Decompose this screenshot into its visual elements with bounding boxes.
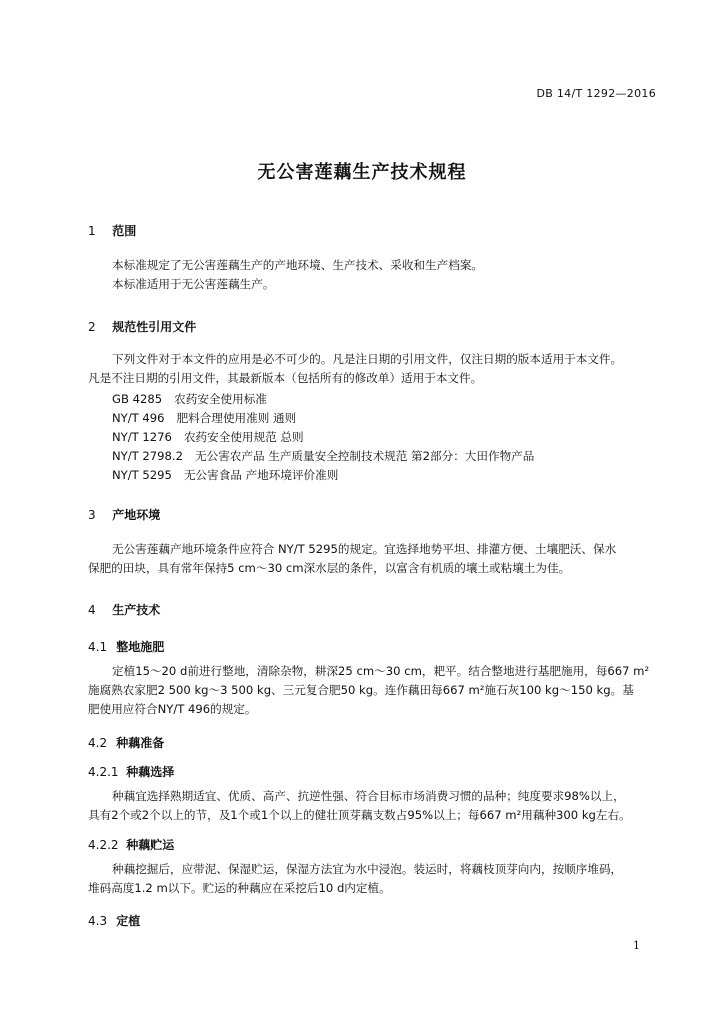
section-title: 产地环境 (112, 508, 161, 522)
reference-item: NY/T 496 肥料合理使用准则 通则 (112, 411, 297, 425)
subsection-heading-4-3 (88, 912, 140, 929)
section-title: 规范性引用文件 (112, 320, 197, 334)
subsection-heading-4-2 (88, 734, 164, 751)
standard-code: DB 14/T 1292—2016 (536, 87, 656, 100)
subsection-heading-4-2-2 (88, 836, 174, 853)
reference-item: NY/T 1276 农药安全使用规范 总则 (112, 430, 304, 444)
section-title: 种藕贮运 (126, 838, 175, 852)
reference-item: NY/T 5295 无公害食品 产地环境评价准则 (112, 468, 339, 482)
section-number: 3 (88, 508, 96, 522)
section-number: 4.2 (88, 736, 108, 750)
reference-item: NY/T 2798.2 无公害农产品 生产质量安全控制技术规范 第2部分：大田作物产品 (112, 449, 535, 463)
section-heading-4 (88, 601, 160, 618)
section-title: 范围 (112, 224, 137, 238)
subsection-heading-4-2-1 (88, 763, 174, 780)
section-heading-1 (88, 222, 136, 239)
subsection-heading-4-1 (88, 638, 164, 655)
paragraph: 无公害莲藕产地环境条件应符合 NY/T 5295的规定。宜选择地势平坦、排灌方便、土壤肥沃、保水 保肥的田块，具有常年保持5 cm～30 cm深水层的条件，以富含有机质的壤土或粘壤土为佳。 (88, 542, 617, 575)
section-heading-3 (88, 506, 160, 523)
paragraph: 定植15～20 d前进行整地，清除杂物，耕深25 cm～30 cm，耙平。结合整地进行基肥施用，每667 m² 施腐熟农家肥2 500 kg～3 500 kg、三元复合肥50 kg。连作藕田每667 m²施石灰100 kg～150 kg。基 肥使用应符合NY/T 496的规定。 (88, 664, 650, 716)
section-title: 种藕准备 (116, 736, 165, 750)
section-title: 种藕选择 (126, 765, 175, 779)
section-number: 4.2.1 (88, 765, 119, 779)
section-number: 1 (88, 224, 96, 238)
paragraph: 种藕宜选择熟期适宜、优质、高产、抗逆性强、符合目标市场消费习惯的品种；纯度要求98%以上， 具有2个或2个以上的节，及1个或1个以上的健壮顶芽藕支数占95%以上；每667 m²用藕种300 kg左右。 (88, 789, 631, 822)
section-number: 4.1 (88, 640, 108, 654)
paragraph: 种藕挖掘后，应带泥、保湿贮运，保湿方法宜为水中浸泡。装运时，将藕枝顶芽向内，按顺序堆码， 堆码高度1.2 m以下。贮运的种藕应在采挖后10 d内定植。 (88, 862, 623, 895)
reference-item: GB 4285 农药安全使用标准 (112, 392, 267, 406)
section-number: 4.3 (88, 914, 108, 928)
section-title: 生产技术 (112, 603, 161, 617)
page-number: 1 (633, 939, 640, 952)
section-title: 整地施肥 (116, 640, 165, 654)
section-number: 4 (88, 603, 96, 617)
paragraph: 下列文件对于本文件的应用是必不可少的。凡是注日期的引用文件，仅注日期的版本适用于本文件。 凡是不注日期的引用文件，其最新版本（包括所有的修改单）适用于本文件。 (88, 352, 623, 385)
section-number: 4.2.2 (88, 838, 119, 852)
section-title: 定植 (116, 914, 141, 928)
section-number: 2 (88, 320, 96, 334)
document-title: 无公害莲藕生产技术规程 (257, 162, 467, 183)
paragraph: 本标准规定了无公害莲藕生产的产地环境、生产技术、采收和生产档案。 本标准适用于无公害莲藕生产。 (112, 258, 484, 291)
section-heading-2 (88, 318, 196, 335)
